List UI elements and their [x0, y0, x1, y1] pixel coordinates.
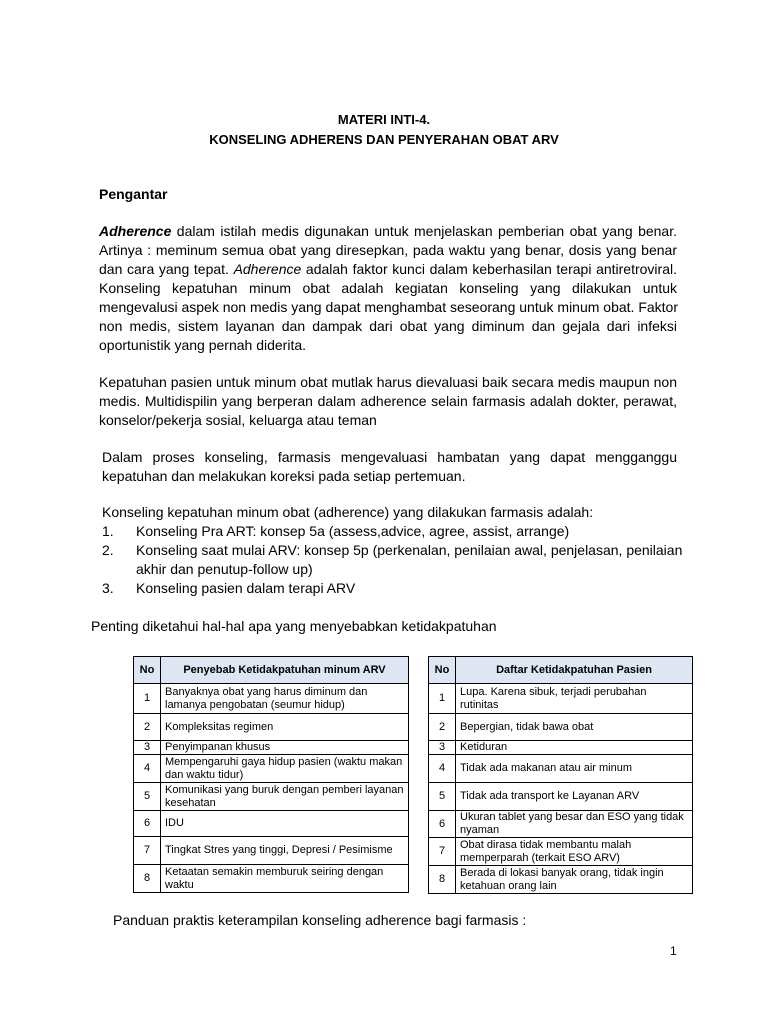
- para2-line-1: Kepatuhan pasien untuk minum obat mutlak harus dievaluasi baik secara medis maupun non: [99, 374, 677, 390]
- table-row: 6 IDU: [134, 811, 409, 837]
- para1-line-2: Artinya : meminum semua obat yang diresepkan, pada waktu yang benar, dosis yang benar: [99, 242, 677, 258]
- title-line-1: MATERI INTI-4.: [337, 112, 431, 127]
- table2-header-no: No: [429, 657, 456, 684]
- table2-header-item: Daftar Ketidakpatuhan Pasien: [456, 657, 693, 684]
- document-title: [0, 110, 768, 150]
- paragraph-konseling: [102, 448, 677, 486]
- section-heading: Pengantar: [99, 186, 168, 202]
- table-penyebab: [133, 656, 409, 893]
- panduan-text: Panduan praktis keterampilan konseling adherence bagi farmasis :: [113, 912, 527, 928]
- para2-line-3: konselor/pekerja sosial, keluarga atau teman: [99, 412, 377, 428]
- para1-line-4: Konseling kepatuhan minum obat adalah kegiatan konseling yang dilakukan untuk: [99, 280, 677, 296]
- table-row: 7 Tingkat Stres yang tinggi, Depresi / Pesimisme: [134, 837, 409, 865]
- table-row: 4 Tidak ada makanan atau air minum: [429, 755, 693, 783]
- konseling-list: [102, 522, 682, 598]
- table-row: 2 Kompleksitas regimen: [134, 714, 409, 741]
- page-number: 1: [670, 944, 677, 958]
- para1-line-6: non medis, sistem layanan dan dampak dari obat yang diminum dan gejala dari infeksi: [99, 318, 677, 334]
- paragraph-kepatuhan: [99, 373, 677, 430]
- table-row: 4 Mempengaruhi gaya hidup pasien (waktu makan dan waktu tidur): [134, 755, 409, 783]
- list-item: 2. Konseling saat mulai ARV: konsep 5p (perkenalan, penilaian awal, penjelasan, penilaian akhir dan penutup-follow up): [102, 542, 683, 577]
- table-row: 3 Penyimpanan khusus: [134, 741, 409, 755]
- para2-line-2: medis. Multidispilin yang berperan dalam adherence selain farmasis adalah dokter, perawat,: [99, 393, 677, 409]
- list-intro: Konseling kepatuhan minum obat (adherence) yang dilakukan farmasis adalah:: [102, 504, 594, 520]
- penting-text: Penting diketahui hal-hal apa yang menyebabkan ketidakpatuhan: [91, 618, 497, 634]
- table-row: 5 Komunikasi yang buruk dengan pemberi layanan kesehatan: [134, 783, 409, 811]
- para1-line-5: mengevalusi aspek non medis yang dapat menghambat seseorang untuk minum obat. Faktor: [99, 299, 679, 315]
- table-row: 3 Ketiduran: [429, 741, 693, 755]
- list-item: 1. Konseling Pra ART: konsep 5a (assess,advice, agree, assist, arrange): [102, 523, 570, 539]
- para1-line-1: Adherence dalam istilah medis digunakan untuk menjelaskan pemberian obat yang benar.: [99, 223, 677, 239]
- para1-italic-term: Adherence: [99, 223, 172, 239]
- table-row: 1 Banyaknya obat yang harus diminum dan lamanya pengobatan (seumur hidup): [134, 684, 409, 714]
- para1-line-3: dan cara yang tepat. Adherence adalah faktor kunci dalam keberhasilan terapi antiretroviral.: [99, 261, 677, 277]
- table-row: 8 Ketaatan semakin memburuk seiring dengan waktu: [134, 865, 409, 893]
- paragraph-intro: [99, 222, 677, 355]
- table-row: 5 Tidak ada transport ke Layanan ARV: [429, 783, 693, 811]
- table1-header-no: No: [134, 657, 161, 684]
- para1-italic-term-2: Adherence: [233, 261, 302, 277]
- table-row: 8 Berada di lokasi banyak orang, tidak ingin ketahuan orang lain: [429, 866, 693, 894]
- title-line-2: KONSELING ADHERENS DAN PENYERAHAN OBAT ARV: [209, 132, 559, 147]
- table-row: 1 Lupa. Karena sibuk, terjadi perubahan rutinitas: [429, 684, 693, 714]
- table-row: 7 Obat dirasa tidak membantu malah memperparah (terkait ESO ARV): [429, 838, 693, 866]
- para3-line-2: kepatuhan dan melakukan koreksi pada setiap pertemuan.: [102, 468, 466, 484]
- table-ketidakpatuhan: [428, 656, 693, 894]
- table1-header-item: Penyebab Ketidakpatuhan minum ARV: [161, 657, 409, 684]
- table-row: 6 Ukuran tablet yang besar dan ESO yang tidak nyaman: [429, 811, 693, 838]
- table-row: 2 Bepergian, tidak bawa obat: [429, 714, 693, 741]
- para1-line-7: oportunistik yang pernah diderita.: [99, 337, 307, 353]
- para3-line-1: Dalam proses konseling, farmasis mengevaluasi hambatan yang dapat mengganggu: [102, 449, 677, 465]
- list-item: 3. Konseling pasien dalam terapi ARV: [102, 580, 356, 596]
